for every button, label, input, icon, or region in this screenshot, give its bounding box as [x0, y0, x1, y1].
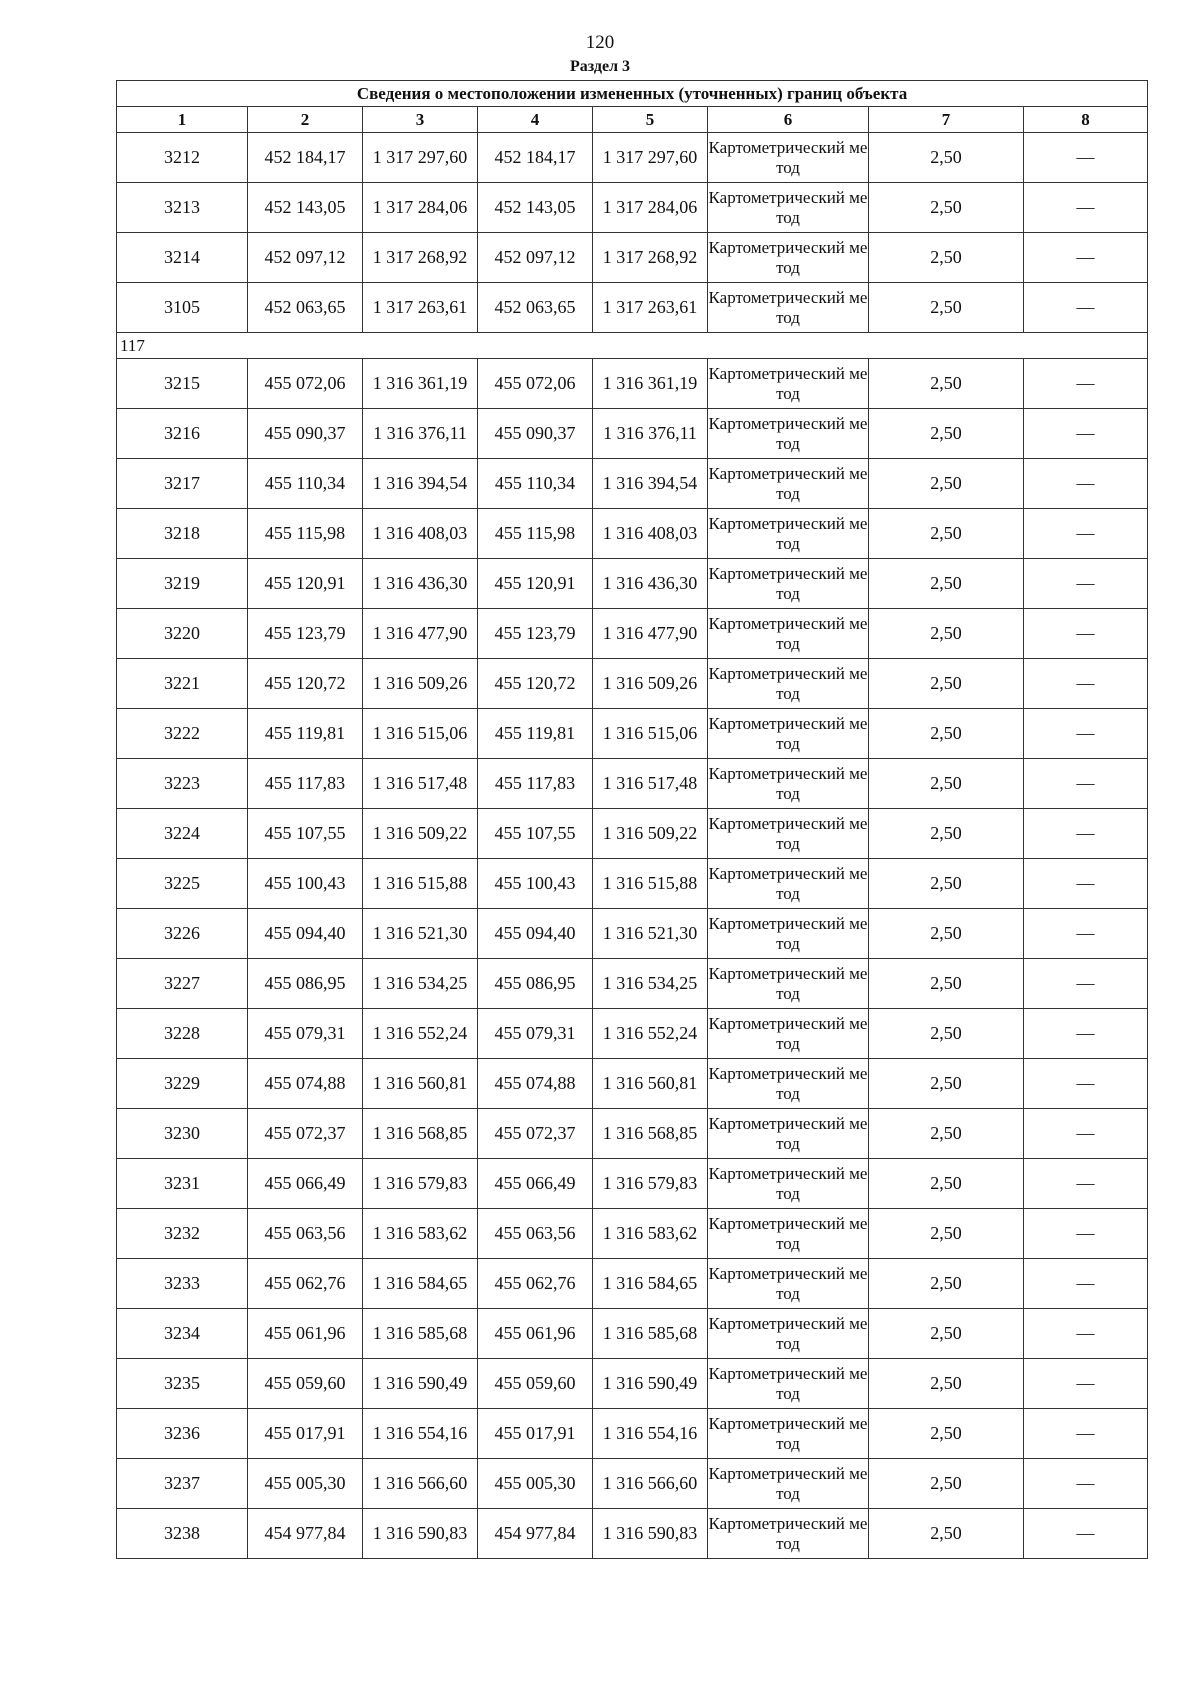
accuracy-cell: 2,50	[869, 1009, 1024, 1059]
method-cell: Картометрический метод	[708, 133, 869, 183]
table-row	[117, 1509, 1148, 1559]
table-row	[117, 409, 1148, 459]
y-old-cell: 1 316 436,30	[363, 559, 478, 609]
description-cell: —	[1024, 759, 1148, 809]
method-cell: Картометрический метод	[708, 1109, 869, 1159]
y-old-cell: 1 316 566,60	[363, 1459, 478, 1509]
accuracy-cell: 2,50	[869, 233, 1024, 283]
y-old-cell: 1 316 585,68	[363, 1309, 478, 1359]
x-new-cell: 455 110,34	[478, 459, 593, 509]
y-new-cell: 1 316 568,85	[593, 1109, 708, 1159]
table-row	[117, 283, 1148, 333]
point-number-cell: 3236	[117, 1409, 248, 1459]
description-cell: —	[1024, 959, 1148, 1009]
table-row	[117, 459, 1148, 509]
x-old-cell: 455 120,72	[248, 659, 363, 709]
x-new-cell: 455 117,83	[478, 759, 593, 809]
column-number: 2	[248, 107, 363, 133]
point-number-cell: 3222	[117, 709, 248, 759]
y-new-cell: 1 316 436,30	[593, 559, 708, 609]
accuracy-cell: 2,50	[869, 1159, 1024, 1209]
method-cell: Картометрический метод	[708, 709, 869, 759]
table-row	[117, 559, 1148, 609]
table-row	[117, 609, 1148, 659]
y-old-cell: 1 316 560,81	[363, 1059, 478, 1109]
y-new-cell: 1 316 517,48	[593, 759, 708, 809]
accuracy-cell: 2,50	[869, 1459, 1024, 1509]
method-cell: Картометрический метод	[708, 1459, 869, 1509]
x-old-cell: 455 017,91	[248, 1409, 363, 1459]
accuracy-cell: 2,50	[869, 509, 1024, 559]
description-cell: —	[1024, 909, 1148, 959]
x-old-cell: 455 115,98	[248, 509, 363, 559]
x-old-cell: 455 072,06	[248, 359, 363, 409]
x-old-cell: 455 100,43	[248, 859, 363, 909]
x-new-cell: 452 184,17	[478, 133, 593, 183]
y-old-cell: 1 316 568,85	[363, 1109, 478, 1159]
point-number-cell: 3216	[117, 409, 248, 459]
point-number-cell: 3237	[117, 1459, 248, 1509]
description-cell: —	[1024, 409, 1148, 459]
point-number-cell: 3214	[117, 233, 248, 283]
x-old-cell: 455 066,49	[248, 1159, 363, 1209]
y-new-cell: 1 316 408,03	[593, 509, 708, 559]
description-cell: —	[1024, 559, 1148, 609]
y-old-cell: 1 316 521,30	[363, 909, 478, 959]
method-cell: Картометрический метод	[708, 1359, 869, 1409]
description-cell: —	[1024, 809, 1148, 859]
contour-group-row	[117, 333, 1148, 359]
method-cell: Картометрический метод	[708, 283, 869, 333]
method-cell: Картометрический метод	[708, 233, 869, 283]
point-number-cell: 3227	[117, 959, 248, 1009]
x-old-cell: 452 097,12	[248, 233, 363, 283]
x-new-cell: 455 079,31	[478, 1009, 593, 1059]
description-cell: —	[1024, 659, 1148, 709]
accuracy-cell: 2,50	[869, 809, 1024, 859]
y-new-cell: 1 317 297,60	[593, 133, 708, 183]
table-row	[117, 1459, 1148, 1509]
x-new-cell: 455 005,30	[478, 1459, 593, 1509]
table-body	[117, 133, 1148, 1559]
y-new-cell: 1 316 554,16	[593, 1409, 708, 1459]
description-cell: —	[1024, 609, 1148, 659]
x-old-cell: 452 143,05	[248, 183, 363, 233]
x-new-cell: 455 090,37	[478, 409, 593, 459]
point-number-cell: 3224	[117, 809, 248, 859]
x-old-cell: 455 107,55	[248, 809, 363, 859]
x-old-cell: 455 090,37	[248, 409, 363, 459]
point-number-cell: 3235	[117, 1359, 248, 1409]
method-cell: Картометрический метод	[708, 509, 869, 559]
accuracy-cell: 2,50	[869, 1409, 1024, 1459]
point-number-cell: 3225	[117, 859, 248, 909]
method-cell: Картометрический метод	[708, 1059, 869, 1109]
description-cell: —	[1024, 1359, 1148, 1409]
accuracy-cell: 2,50	[869, 1059, 1024, 1109]
table-row	[117, 809, 1148, 859]
y-old-cell: 1 316 590,49	[363, 1359, 478, 1409]
table-row	[117, 1159, 1148, 1209]
y-new-cell: 1 317 263,61	[593, 283, 708, 333]
y-new-cell: 1 316 590,83	[593, 1509, 708, 1559]
accuracy-cell: 2,50	[869, 559, 1024, 609]
point-number-cell: 3230	[117, 1109, 248, 1159]
description-cell: —	[1024, 1109, 1148, 1159]
y-old-cell: 1 316 517,48	[363, 759, 478, 809]
method-cell: Картометрический метод	[708, 1209, 869, 1259]
accuracy-cell: 2,50	[869, 133, 1024, 183]
point-number-cell: 3226	[117, 909, 248, 959]
accuracy-cell: 2,50	[869, 859, 1024, 909]
x-new-cell: 455 120,91	[478, 559, 593, 609]
accuracy-cell: 2,50	[869, 359, 1024, 409]
x-new-cell: 455 063,56	[478, 1209, 593, 1259]
y-old-cell: 1 316 554,16	[363, 1409, 478, 1459]
x-new-cell: 452 143,05	[478, 183, 593, 233]
x-old-cell: 455 062,76	[248, 1259, 363, 1309]
y-new-cell: 1 316 515,06	[593, 709, 708, 759]
accuracy-cell: 2,50	[869, 1209, 1024, 1259]
method-cell: Картометрический метод	[708, 1159, 869, 1209]
method-cell: Картометрический метод	[708, 909, 869, 959]
description-cell: —	[1024, 1309, 1148, 1359]
column-number: 8	[1024, 107, 1148, 133]
y-old-cell: 1 316 408,03	[363, 509, 478, 559]
y-old-cell: 1 316 376,11	[363, 409, 478, 459]
x-new-cell: 452 097,12	[478, 233, 593, 283]
description-cell: —	[1024, 1059, 1148, 1109]
accuracy-cell: 2,50	[869, 409, 1024, 459]
x-new-cell: 455 074,88	[478, 1059, 593, 1109]
x-old-cell: 455 119,81	[248, 709, 363, 759]
y-old-cell: 1 317 284,06	[363, 183, 478, 233]
method-cell: Картометрический метод	[708, 1309, 869, 1359]
description-cell: —	[1024, 1459, 1148, 1509]
point-number-cell: 3215	[117, 359, 248, 409]
y-old-cell: 1 316 361,19	[363, 359, 478, 409]
y-new-cell: 1 316 566,60	[593, 1459, 708, 1509]
column-number: 4	[478, 107, 593, 133]
column-number: 1	[117, 107, 248, 133]
description-cell: —	[1024, 133, 1148, 183]
method-cell: Картометрический метод	[708, 609, 869, 659]
x-new-cell: 452 063,65	[478, 283, 593, 333]
y-old-cell: 1 316 584,65	[363, 1259, 478, 1309]
y-new-cell: 1 316 509,22	[593, 809, 708, 859]
y-old-cell: 1 316 590,83	[363, 1509, 478, 1559]
column-number: 5	[593, 107, 708, 133]
point-number-cell: 3231	[117, 1159, 248, 1209]
table-row	[117, 959, 1148, 1009]
point-number-cell: 3219	[117, 559, 248, 609]
table-row	[117, 1209, 1148, 1259]
point-number-cell: 3223	[117, 759, 248, 809]
y-new-cell: 1 317 268,92	[593, 233, 708, 283]
method-cell: Картометрический метод	[708, 809, 869, 859]
accuracy-cell: 2,50	[869, 1109, 1024, 1159]
y-new-cell: 1 316 579,83	[593, 1159, 708, 1209]
method-cell: Картометрический метод	[708, 183, 869, 233]
y-new-cell: 1 316 583,62	[593, 1209, 708, 1259]
y-new-cell: 1 316 376,11	[593, 409, 708, 459]
table-row	[117, 909, 1148, 959]
x-new-cell: 455 100,43	[478, 859, 593, 909]
description-cell: —	[1024, 1409, 1148, 1459]
x-new-cell: 455 115,98	[478, 509, 593, 559]
column-number: 7	[869, 107, 1024, 133]
x-old-cell: 455 059,60	[248, 1359, 363, 1409]
y-new-cell: 1 316 584,65	[593, 1259, 708, 1309]
x-old-cell: 455 120,91	[248, 559, 363, 609]
x-old-cell: 455 123,79	[248, 609, 363, 659]
description-cell: —	[1024, 1209, 1148, 1259]
description-cell: —	[1024, 1159, 1148, 1209]
x-old-cell: 455 086,95	[248, 959, 363, 1009]
y-old-cell: 1 316 534,25	[363, 959, 478, 1009]
point-number-cell: 3234	[117, 1309, 248, 1359]
y-new-cell: 1 316 394,54	[593, 459, 708, 509]
method-cell: Картометрический метод	[708, 859, 869, 909]
y-new-cell: 1 316 361,19	[593, 359, 708, 409]
method-cell: Картометрический метод	[708, 959, 869, 1009]
description-cell: —	[1024, 1509, 1148, 1559]
accuracy-cell: 2,50	[869, 759, 1024, 809]
table-row	[117, 133, 1148, 183]
method-cell: Картометрический метод	[708, 1509, 869, 1559]
x-new-cell: 455 066,49	[478, 1159, 593, 1209]
y-new-cell: 1 316 552,24	[593, 1009, 708, 1059]
x-old-cell: 455 074,88	[248, 1059, 363, 1109]
x-old-cell: 455 061,96	[248, 1309, 363, 1359]
point-number-cell: 3217	[117, 459, 248, 509]
accuracy-cell: 2,50	[869, 459, 1024, 509]
description-cell: —	[1024, 283, 1148, 333]
x-new-cell: 454 977,84	[478, 1509, 593, 1559]
point-number-cell: 3212	[117, 133, 248, 183]
description-cell: —	[1024, 859, 1148, 909]
x-new-cell: 455 062,76	[478, 1259, 593, 1309]
x-new-cell: 455 119,81	[478, 709, 593, 759]
y-new-cell: 1 316 477,90	[593, 609, 708, 659]
boundary-points-table	[116, 80, 1148, 1559]
y-old-cell: 1 316 394,54	[363, 459, 478, 509]
y-new-cell: 1 316 534,25	[593, 959, 708, 1009]
description-cell: —	[1024, 1259, 1148, 1309]
accuracy-cell: 2,50	[869, 1359, 1024, 1409]
table-row	[117, 359, 1148, 409]
table-row	[117, 1259, 1148, 1309]
y-old-cell: 1 316 515,06	[363, 709, 478, 759]
description-cell: —	[1024, 233, 1148, 283]
table-row	[117, 1059, 1148, 1109]
table-caption: Сведения о местоположении измененных (уточненных) границ объекта	[117, 81, 1148, 107]
x-new-cell: 455 120,72	[478, 659, 593, 709]
y-old-cell: 1 316 515,88	[363, 859, 478, 909]
y-old-cell: 1 316 579,83	[363, 1159, 478, 1209]
point-number-cell: 3105	[117, 283, 248, 333]
y-old-cell: 1 317 263,61	[363, 283, 478, 333]
point-number-cell: 3229	[117, 1059, 248, 1109]
accuracy-cell: 2,50	[869, 609, 1024, 659]
column-number: 3	[363, 107, 478, 133]
y-new-cell: 1 317 284,06	[593, 183, 708, 233]
y-old-cell: 1 317 268,92	[363, 233, 478, 283]
x-old-cell: 455 005,30	[248, 1459, 363, 1509]
x-new-cell: 455 061,96	[478, 1309, 593, 1359]
y-new-cell: 1 316 585,68	[593, 1309, 708, 1359]
table-row	[117, 1109, 1148, 1159]
method-cell: Картометрический метод	[708, 459, 869, 509]
method-cell: Картометрический метод	[708, 359, 869, 409]
y-new-cell: 1 316 509,26	[593, 659, 708, 709]
table-row	[117, 183, 1148, 233]
y-old-cell: 1 316 552,24	[363, 1009, 478, 1059]
accuracy-cell: 2,50	[869, 283, 1024, 333]
table-row	[117, 709, 1148, 759]
method-cell: Картометрический метод	[708, 409, 869, 459]
accuracy-cell: 2,50	[869, 1509, 1024, 1559]
point-number-cell: 3220	[117, 609, 248, 659]
y-old-cell: 1 316 509,26	[363, 659, 478, 709]
section-title: Раздел 3	[569, 58, 631, 75]
x-old-cell: 455 079,31	[248, 1009, 363, 1059]
x-old-cell: 455 072,37	[248, 1109, 363, 1159]
y-old-cell: 1 316 583,62	[363, 1209, 478, 1259]
x-old-cell: 455 063,56	[248, 1209, 363, 1259]
point-number-cell: 3232	[117, 1209, 248, 1259]
accuracy-cell: 2,50	[869, 909, 1024, 959]
point-number-cell: 3213	[117, 183, 248, 233]
table-row	[117, 1009, 1148, 1059]
x-new-cell: 455 107,55	[478, 809, 593, 859]
x-new-cell: 455 086,95	[478, 959, 593, 1009]
accuracy-cell: 2,50	[869, 959, 1024, 1009]
x-new-cell: 455 123,79	[478, 609, 593, 659]
accuracy-cell: 2,50	[869, 709, 1024, 759]
y-new-cell: 1 316 560,81	[593, 1059, 708, 1109]
point-number-cell: 3218	[117, 509, 248, 559]
table-row	[117, 659, 1148, 709]
table-row	[117, 1309, 1148, 1359]
x-old-cell: 452 063,65	[248, 283, 363, 333]
x-old-cell: 452 184,17	[248, 133, 363, 183]
x-old-cell: 454 977,84	[248, 1509, 363, 1559]
method-cell: Картометрический метод	[708, 1259, 869, 1309]
table-row	[117, 509, 1148, 559]
table-row	[117, 759, 1148, 809]
point-number-cell: 3233	[117, 1259, 248, 1309]
method-cell: Картометрический метод	[708, 559, 869, 609]
description-cell: —	[1024, 359, 1148, 409]
table-row	[117, 233, 1148, 283]
y-old-cell: 1 316 477,90	[363, 609, 478, 659]
description-cell: —	[1024, 1009, 1148, 1059]
method-cell: Картометрический метод	[708, 1409, 869, 1459]
x-new-cell: 455 017,91	[478, 1409, 593, 1459]
method-cell: Картометрический метод	[708, 1009, 869, 1059]
description-cell: —	[1024, 459, 1148, 509]
x-new-cell: 455 059,60	[478, 1359, 593, 1409]
x-new-cell: 455 094,40	[478, 909, 593, 959]
x-old-cell: 455 094,40	[248, 909, 363, 959]
point-number-cell: 3228	[117, 1009, 248, 1059]
x-old-cell: 455 117,83	[248, 759, 363, 809]
x-new-cell: 455 072,37	[478, 1109, 593, 1159]
description-cell: —	[1024, 183, 1148, 233]
column-number: 6	[708, 107, 869, 133]
accuracy-cell: 2,50	[869, 1309, 1024, 1359]
y-old-cell: 1 316 509,22	[363, 809, 478, 859]
point-number-cell: 3221	[117, 659, 248, 709]
y-old-cell: 1 317 297,60	[363, 133, 478, 183]
table-row	[117, 1409, 1148, 1459]
description-cell: —	[1024, 709, 1148, 759]
method-cell: Картометрический метод	[708, 659, 869, 709]
y-new-cell: 1 316 515,88	[593, 859, 708, 909]
accuracy-cell: 2,50	[869, 183, 1024, 233]
method-cell: Картометрический метод	[708, 759, 869, 809]
table-row	[117, 859, 1148, 909]
y-new-cell: 1 316 521,30	[593, 909, 708, 959]
contour-number: 117	[117, 333, 1148, 359]
x-new-cell: 455 072,06	[478, 359, 593, 409]
x-old-cell: 455 110,34	[248, 459, 363, 509]
y-new-cell: 1 316 590,49	[593, 1359, 708, 1409]
page-number: 120	[585, 32, 615, 53]
description-cell: —	[1024, 509, 1148, 559]
accuracy-cell: 2,50	[869, 659, 1024, 709]
table-row	[117, 1359, 1148, 1409]
accuracy-cell: 2,50	[869, 1259, 1024, 1309]
point-number-cell: 3238	[117, 1509, 248, 1559]
